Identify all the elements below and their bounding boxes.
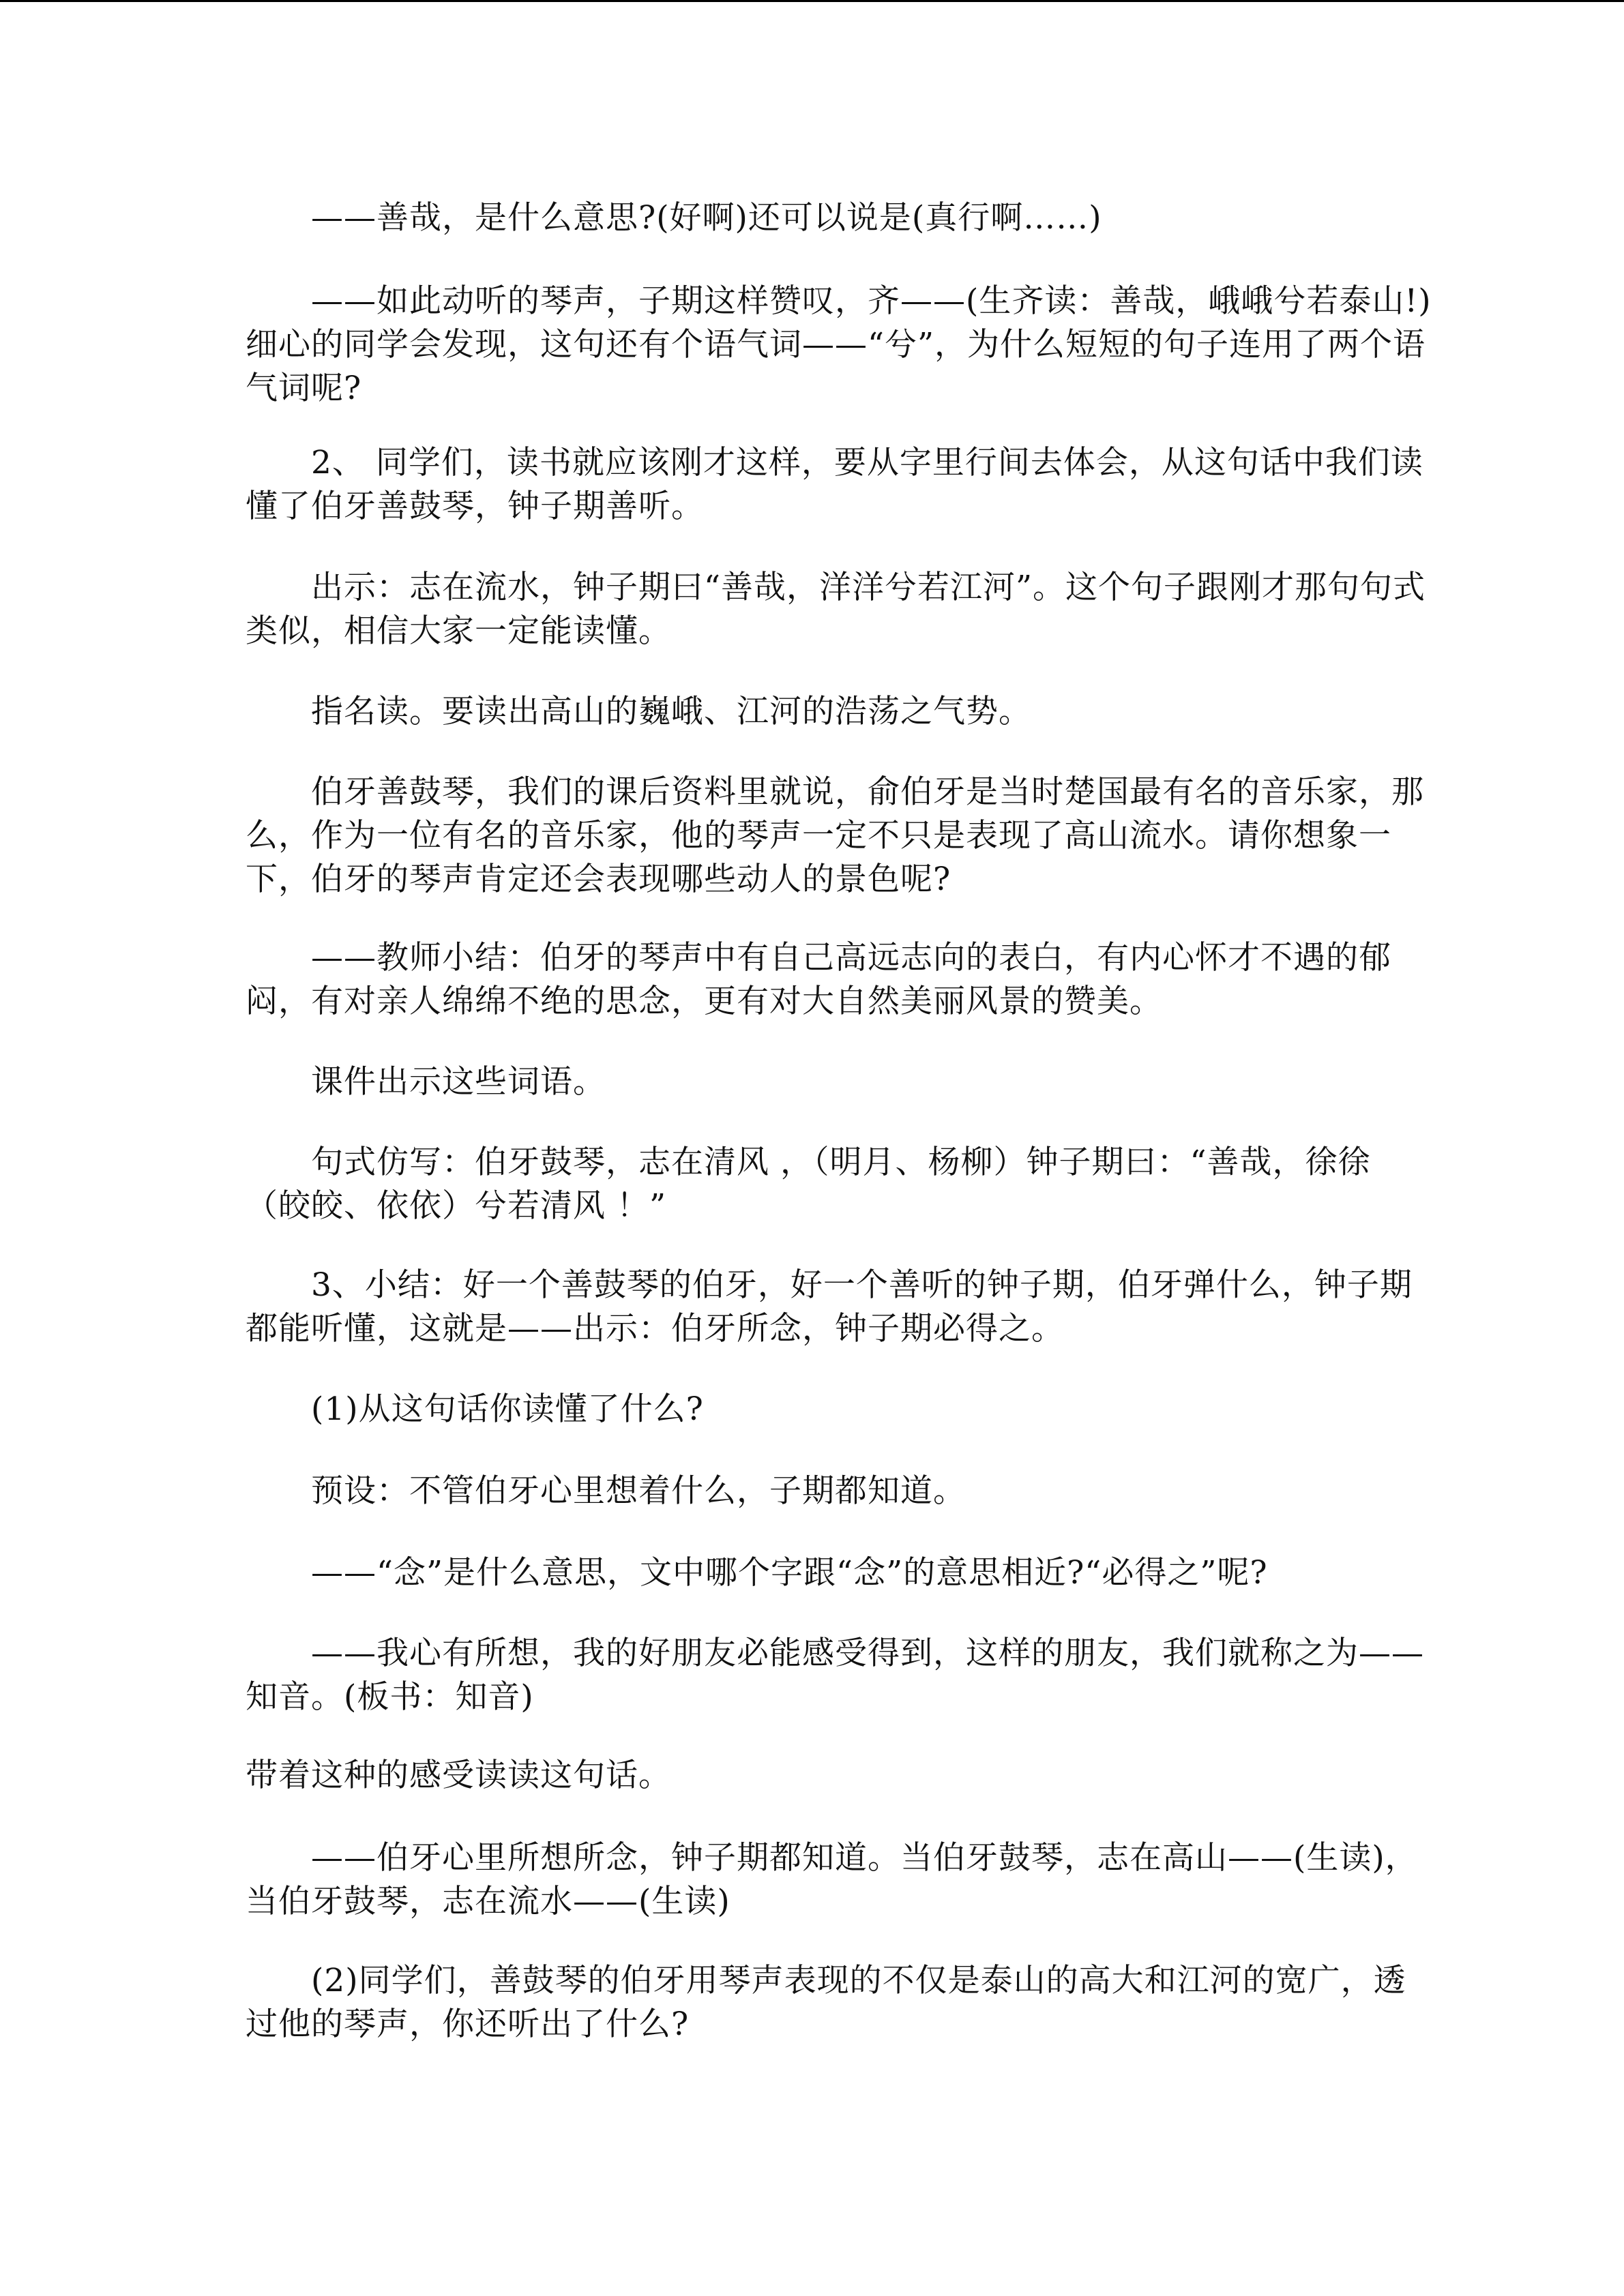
paragraph-show-words: 课件出示这些词语。 xyxy=(311,1063,606,1101)
paragraph-named-reading: 指名读。要读出高山的巍峨、江河的浩荡之气势。 xyxy=(311,693,1031,730)
paragraph-zhiyin: ——我心有所想，我的好朋友必能感受得到，这样的朋友，我们就称之为——知音。(板书：知音) xyxy=(246,1635,1424,1716)
paragraph-summary-three: 3、小结：好一个善鼓琴的伯牙，好一个善听的钟子期，伯牙弹什么，钟子期都能听懂，这就是——出示：伯牙所念，钟子期必得之。 xyxy=(246,1266,1413,1347)
paragraph-question-two: (2)同学们，善鼓琴的伯牙用琴声表现的不仅是泰山的高大和江河的宽广，透过他的琴声，你还听出了什么? xyxy=(246,1962,1406,2043)
paragraph-qin-sound-praise: ——如此动听的琴声，子期这样赞叹，齐——(生齐读：善哉，峨峨兮若泰山!) 细心的同学会发现，这句还有个语气词——“兮”，为什么短短的句子连用了两个语气词呢? xyxy=(246,282,1432,407)
paragraph-nian-meaning: ——“念”是什么意思，文中哪个字跟“念”的意思相近?“必得之”呢? xyxy=(311,1554,1268,1592)
paragraph-question-one: (1)从这句话你读懂了什么? xyxy=(311,1390,704,1428)
paragraph-shanzai-meaning: ——善哉，是什么意思?(好啊)还可以说是(真行啊……) xyxy=(311,199,1102,237)
paragraph-imagine-scenery: 伯牙善鼓琴，我们的课后资料里就说，俞伯牙是当时楚国最有名的音乐家，那么，作为一位有名的音乐家，他的琴声一定不只是表现了高山流水。请你想象一下，伯牙的琴声肯定还会表现哪些动人的景色呢? xyxy=(246,773,1424,898)
paragraph-teacher-summary: ——教师小结：伯牙的琴声中有自己高远志向的表白，有内心怀才不遇的郁闷，有对亲人绵绵不绝的思念，更有对大自然美丽风景的赞美。 xyxy=(246,939,1391,1020)
paragraph-sentence-imitation: 句式仿写：伯牙鼓琴，志在清风 ，（明月、杨柳）钟子期曰：“善哉，徐徐（皎皎、依依）兮若清风 ！” xyxy=(246,1144,1371,1225)
paragraph-flowing-water-sentence: 出示：志在流水，钟子期曰“善哉，洋洋兮若江河”。这个句子跟刚才那句句式类似，相信大家一定能读懂。 xyxy=(246,569,1426,650)
paragraph-boya-thoughts: ——伯牙心里所想所念，钟子期都知道。当伯牙鼓琴，志在高山——(生读)，当伯牙鼓琴，志在流水——(生读) xyxy=(246,1839,1418,1920)
paragraph-reading-method: 2、 同学们，读书就应该刚才这样，要从字里行间去体会，从这句话中我们读懂了伯牙善鼓琴，钟子期善听。 xyxy=(246,444,1423,525)
paragraph-read-with-feeling: 带着这种的感受读读这句话。 xyxy=(246,1757,671,1794)
paragraph-preset-answer: 预设：不管伯牙心里想着什么，子期都知道。 xyxy=(311,1472,966,1510)
